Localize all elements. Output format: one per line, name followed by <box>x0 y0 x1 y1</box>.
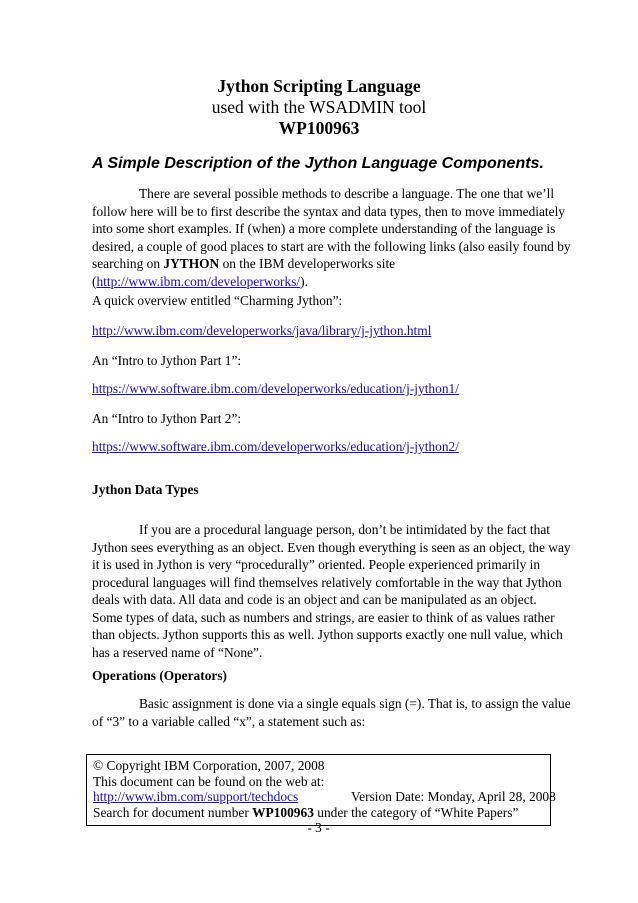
page-number: - 3 - <box>307 820 330 835</box>
data-types-line: procedural languages will find themselves relatively comfortable in the way that Jython <box>92 574 562 590</box>
jython-keyword: JYTHON <box>163 256 220 271</box>
intro-line <box>92 255 552 273</box>
data-types-line: deals with data. All data and code is an object and can be manipulated as an object. <box>92 592 537 607</box>
charming-jython-link[interactable]: http://www.ibm.com/developerworks/java/library/j-jython.html <box>92 323 432 338</box>
intro-text: ( <box>92 273 97 289</box>
part1-link-line <box>92 380 552 398</box>
data-types-line: Jython sees everything as an object. Even though everything is seen as an object, the way <box>92 539 571 555</box>
footer-search-text: under the category of “White Papers” <box>313 804 519 820</box>
document-title <box>0 76 638 139</box>
intro-text: searching on <box>92 256 164 271</box>
footer-search-text: Search for document number <box>93 804 253 820</box>
title-line-2: used with the WSADMIN tool <box>211 97 427 117</box>
data-types-line: has a reserved name of “None”. <box>92 644 263 660</box>
operations-line: of “3” to a variable called “x”, a statement such as: <box>92 713 366 729</box>
operations-line: Basic assignment is done via a single equals sign (=). That is, to assign the value <box>139 696 571 711</box>
part2-link-line <box>92 438 552 456</box>
operations-paragraph <box>92 695 571 730</box>
data-types-line: it is used in Jython is very “procedurally” oriented. People experienced primarily in <box>92 557 541 572</box>
data-types-heading: Jython Data Types <box>92 482 199 497</box>
intro-line: desired, a couple of good places to start are with the following links (also easily found by <box>92 238 571 254</box>
version-date: Version Date: Monday, April 28, 2008 <box>351 789 556 804</box>
intro-line: There are several possible methods to describe a language. The one that we’ll <box>139 186 555 201</box>
intro-paragraph <box>92 185 571 290</box>
charming-label: A quick overview entitled “Charming Jython”: <box>92 293 343 308</box>
operations-heading: Operations (Operators) <box>92 668 227 683</box>
doc-number: WP100963 <box>252 804 314 820</box>
intro-part1-link[interactable]: https://www.software.ibm.com/developerworks/education/j-jython1/ <box>92 381 459 396</box>
section-heading: A Simple Description of the Jython Language Components. <box>92 155 544 172</box>
title-line-1: Jython Scripting Language <box>217 76 421 96</box>
data-types-line: than objects. Jython supports this as well. Jython supports exactly one null value, which <box>92 627 563 642</box>
techdocs-link[interactable]: http://www.ibm.com/support/techdocs <box>93 789 299 804</box>
charming-link-line <box>92 322 552 340</box>
part2-label: An “Intro to Jython Part 2”: <box>92 411 242 426</box>
intro-text: ). <box>300 273 308 289</box>
footer-box <box>86 754 556 835</box>
footer-url-line <box>93 789 556 805</box>
footer-search <box>93 805 544 821</box>
footer-found: This document can be found on the web at: <box>93 773 325 789</box>
intro-text: on the IBM developerworks site <box>219 256 396 271</box>
data-types-line: If you are a procedural language person, don’t be intimidated by the fact that <box>139 522 550 537</box>
intro-line: into some short examples. If (when) a more complete understanding of the language is <box>92 221 556 236</box>
intro-part2-link[interactable]: https://www.software.ibm.com/developerworks/education/j-jython2/ <box>92 439 459 454</box>
developerworks-link[interactable]: http://www.ibm.com/developerworks/ <box>96 273 301 289</box>
footer-copyright: © Copyright IBM Corporation, 2007, 2008 <box>93 758 325 773</box>
intro-line: follow here will be to first describe the syntax and data types, then to move immediately <box>92 203 566 219</box>
intro-line <box>92 273 552 291</box>
data-types-paragraph <box>92 521 571 661</box>
part1-label: An “Intro to Jython Part 1”: <box>92 353 242 368</box>
title-doc-number: WP100963 <box>278 118 360 138</box>
data-types-line: Some types of data, such as numbers and strings, are easier to think of as values rather <box>92 609 555 625</box>
